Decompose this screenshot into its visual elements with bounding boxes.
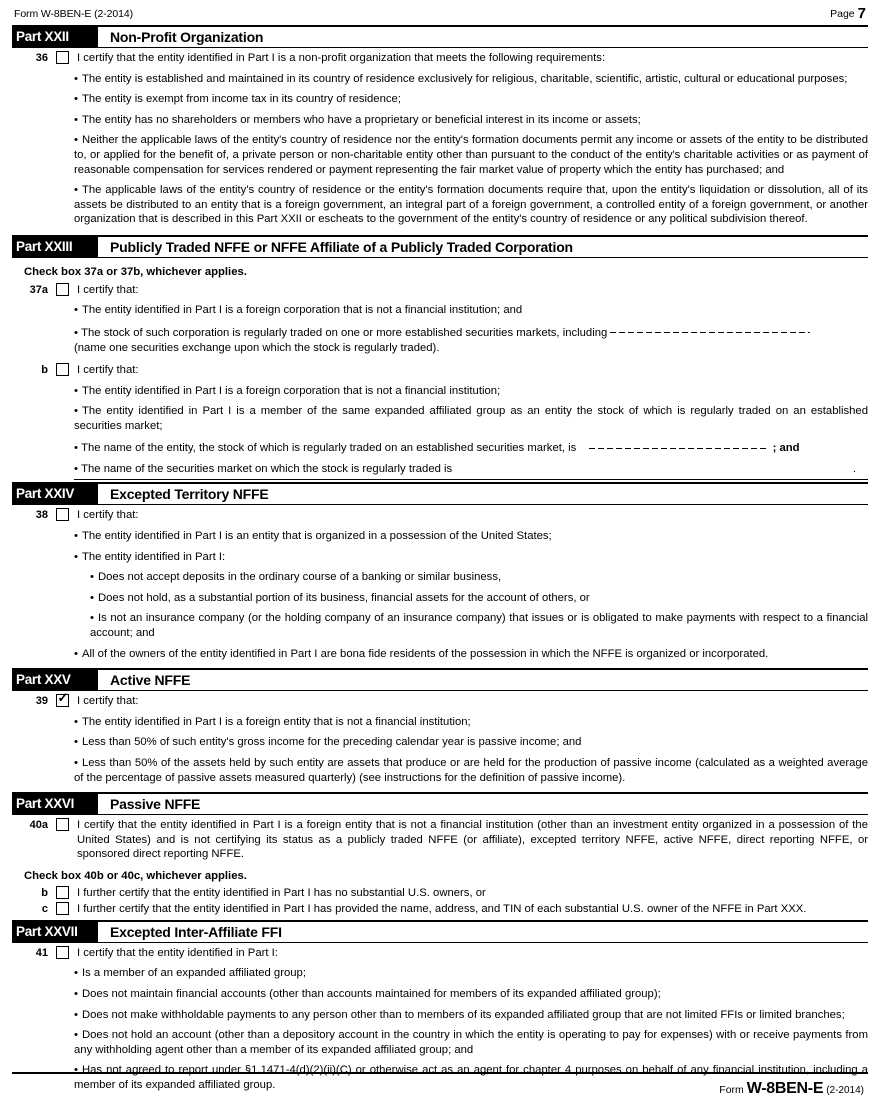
bullet-dot-icon: • (74, 462, 82, 475)
line-40c-text: I further certify that the entity identified in Part I has provided the name, address, and TIN of each substantial U.S. owner of the NFFE in Part XXX. (77, 903, 807, 916)
bullet-37b-4 (74, 462, 868, 481)
bullet-37b-3-text: The name of the entity, the stock of which is regularly traded on an established securities market, is (81, 442, 577, 455)
page-indicator (830, 4, 866, 21)
blank-field-entity-name[interactable] (589, 437, 769, 449)
sub-bullet-38-2: • Does not hold, as a substantial portion of its business, financial assets for the account of others, or (90, 591, 868, 606)
part-header-xxvi (12, 792, 868, 815)
bullet-37b-3 (74, 439, 868, 456)
line-38-text: I certify that: (77, 509, 139, 522)
bullet-41-3: • Does not make withholdable payments to any person other than to members of its expanded affiliated group that are not limited FFIs or limited branches; (74, 1008, 868, 1023)
checkbox-40a[interactable] (56, 818, 69, 831)
checkbox-38[interactable] (56, 508, 69, 521)
checkbox-39[interactable] (56, 694, 69, 707)
blank-field-exchange-name[interactable] (610, 322, 810, 334)
part-title-xxvi: Passive NFFE (110, 796, 201, 813)
line-40a-text: I certify that the entity identified in Part I is a foreign entity that is not a financial institution (other than an investment entity organized in a possession of the United States) and is not certifying its status as a publicly traded NFFE (or affiliate), excepted territory NFFE, active NFFE, direct reporting NFFE, or sponsored direct reporting NFFE. (77, 819, 868, 861)
part-header-xxii (12, 25, 868, 48)
line-number-38: 38 (35, 509, 48, 522)
line-40b-text: I further certify that the entity identified in Part I has no substantial U.S. owners, or (77, 886, 486, 899)
bullet-37a-2-cont: (name one securities exchange upon which the stock is regularly traded). (74, 342, 440, 355)
page-footer (12, 1072, 868, 1098)
part-tag-xxvii: Part XXVII (12, 922, 98, 942)
line-39-text: I certify that: (77, 695, 139, 708)
line-37b-row (12, 363, 868, 378)
footer-form-identifier (12, 1080, 868, 1098)
footer-form-name: W-8BEN-E (746, 1080, 824, 1097)
part-tag-xxiv: Part XXIV (12, 484, 98, 504)
footer-form-word: Form (719, 1084, 744, 1096)
bullet-37b-4-text: The name of the securities market on which the stock is regularly traded is (81, 462, 453, 475)
line-number-40b: b (41, 886, 48, 899)
line-40b-row (12, 886, 868, 901)
checkbox-41[interactable] (56, 946, 69, 959)
footer-divider (12, 1072, 868, 1074)
part-header-xxvii (12, 920, 868, 943)
line-number-36: 36 (35, 52, 48, 64)
part-title-xxiv: Excepted Territory NFFE (110, 486, 269, 503)
line-36-row (12, 51, 868, 66)
part-title-xxv: Active NFFE (110, 672, 191, 689)
sub-bullet-38-3: • Is not an insurance company (or the holding company of an insurance company) that issues or is obligated to make payments with respect to a financial account; and (90, 611, 868, 640)
line-number-40a: 40a (29, 819, 48, 832)
sub-bullet-38-1: • Does not accept deposits in the ordinary course of a banking or similar business, (90, 570, 868, 585)
part-title-xxii: Non-Profit Organization (110, 29, 264, 45)
bullet-38-final: • All of the owners of the entity identified in Part I are bona fide residents of the possession in which the NFFE is organized or incorporated. (74, 647, 868, 662)
bullet-36-3: • The entity has no shareholders or members who have a proprietary or beneficial interest in its income or assets; (74, 113, 868, 128)
bullet-37a-1: • The entity identified in Part I is a foreign corporation that is not a financial institution; and (74, 303, 868, 318)
part-tag-xxiii: Part XXIII (12, 237, 98, 257)
checkbox-37a[interactable] (56, 283, 69, 296)
line-37b-text: I certify that: (77, 363, 139, 376)
line-41-text: I certify that the entity identified in Part I: (77, 946, 278, 959)
checkbox-36[interactable] (56, 51, 69, 64)
check-note-40: Check box 40b or 40c, whichever applies. (24, 869, 247, 882)
line-41-row (12, 946, 868, 961)
bullet-36-5: • The applicable laws of the entity's country of residence or the entity's formation documents require that, upon the entity's liquidation or dissolution, all of its assets be distributed to an entity that is a foreign government, an integral part of a foreign government, a controlled entity of a foreign government, or another organization that is described in this Part XXII or escheats to the government of the entity's country of residence or any political subdivision thereof. (74, 183, 868, 227)
part-header-xxiv (12, 482, 868, 505)
line-number-37b: b (41, 363, 48, 376)
checkbox-40b[interactable] (56, 886, 69, 899)
bullet-38-1: • The entity identified in Part I is an entity that is organized in a possession of the United States; (74, 529, 868, 544)
page-word: Page (830, 8, 855, 20)
part-title-xxvii: Excepted Inter-Affiliate FFI (110, 923, 282, 940)
bullet-37a-2-text: The stock of such corporation is regularly traded on one or more established securities markets, including (81, 326, 608, 339)
bullet-39-2: • Less than 50% of such entity's gross income for the preceding calendar year is passive income; and (74, 735, 868, 750)
line-number-37a: 37a (29, 283, 48, 296)
bullet-37b-1: • The entity identified in Part I is a foreign corporation that is not a financial institution; (74, 384, 868, 399)
bullet-38-2: • The entity identified in Part I: (74, 550, 868, 565)
checkbox-40c[interactable] (56, 902, 69, 915)
line-40c-row (12, 902, 868, 917)
checkbox-37b[interactable] (56, 363, 69, 376)
part-header-xxv (12, 668, 868, 691)
bullet-37b-4-suffix: . (852, 462, 856, 475)
bullet-36-4: • Neither the applicable laws of the entity's country of residence nor the entity's formation documents permit any income or assets of the entity to be distributed to, or applied for the benefit of, a private person or non-charitable entity other than pursuant to the conduct of the entity's charitable activities or as payment of reasonable compensation for services rendered or payment representing the fair market value of property which the entity has purchased; and (74, 133, 868, 177)
bullet-39-3: • Less than 50% of the assets held by such entity are assets that produce or are held for the production of passive income (calculated as a weighted average of the percentage of passive assets measured quarterly) (see instructions for the definition of passive income). (74, 756, 868, 785)
page-header (12, 0, 868, 24)
part-title-xxiii: Publicly Traded NFFE or NFFE Affiliate of a Publicly Traded Corporation (110, 238, 573, 255)
bullet-dot-icon: • (74, 442, 82, 455)
bullet-41-2: • Does not maintain financial accounts (other than accounts maintained for members of its expanded affiliated group); (74, 987, 868, 1002)
footer-form-date: (2-2014) (826, 1085, 864, 1096)
bullet-dot-icon: • (74, 326, 82, 339)
part-tag-xxii: Part XXII (12, 27, 98, 47)
line-36-text: I certify that the entity identified in Part I is a non-profit organization that meets the following requirements: (77, 52, 606, 64)
part-tag-xxvi: Part XXVI (12, 794, 98, 814)
line-number-41: 41 (35, 946, 48, 959)
bullet-37a-2 (74, 324, 868, 341)
page-number: 7 (857, 5, 866, 22)
line-number-39: 39 (35, 695, 48, 708)
bullet-37b-3-suffix: ; and (772, 442, 800, 455)
form-identifier: Form W-8BEN-E (2-2014) (14, 8, 133, 20)
check-note-37: Check box 37a or 37b, whichever applies. (24, 265, 247, 278)
bullet-37b-2: • The entity identified in Part I is a member of the same expanded affiliated group as an entity the stock of which is regularly traded on an established securities market; (74, 404, 868, 433)
line-number-40c: c (41, 903, 48, 916)
bullet-36-1: • The entity is established and maintained in its country of residence exclusively for religious, charitable, scientific, artistic, cultural or educational purposes; (74, 72, 868, 87)
line-40a-row (12, 818, 868, 862)
bullet-41-1: • Is a member of an expanded affiliated group; (74, 966, 868, 981)
bullet-41-4: • Does not hold an account (other than a depository account in the country in which the entity is operating to pay for expenses) with or receive payments from any withholding agent other than a member of its expanded affiliated group; and (74, 1028, 868, 1057)
line-37a-row (12, 283, 868, 298)
line-39-row (12, 694, 868, 709)
bullet-36-2: • The entity is exempt from income tax in its country of residence; (74, 92, 868, 107)
bullet-41-5: • Has not agreed to report under §1.1471-4(d)(2)(ii)(C) or otherwise act as an agent for chapter 4 purposes on behalf of any financial institution, including a member of its expanded affiliated group. (74, 1063, 868, 1092)
line-37a-text: I certify that: (77, 283, 139, 296)
line-38-row (12, 508, 868, 523)
part-tag-xxv: Part XXV (12, 670, 98, 690)
part-header-xxiii (12, 235, 868, 258)
bullet-39-1: • The entity identified in Part I is a foreign entity that is not a financial institution; (74, 715, 868, 730)
